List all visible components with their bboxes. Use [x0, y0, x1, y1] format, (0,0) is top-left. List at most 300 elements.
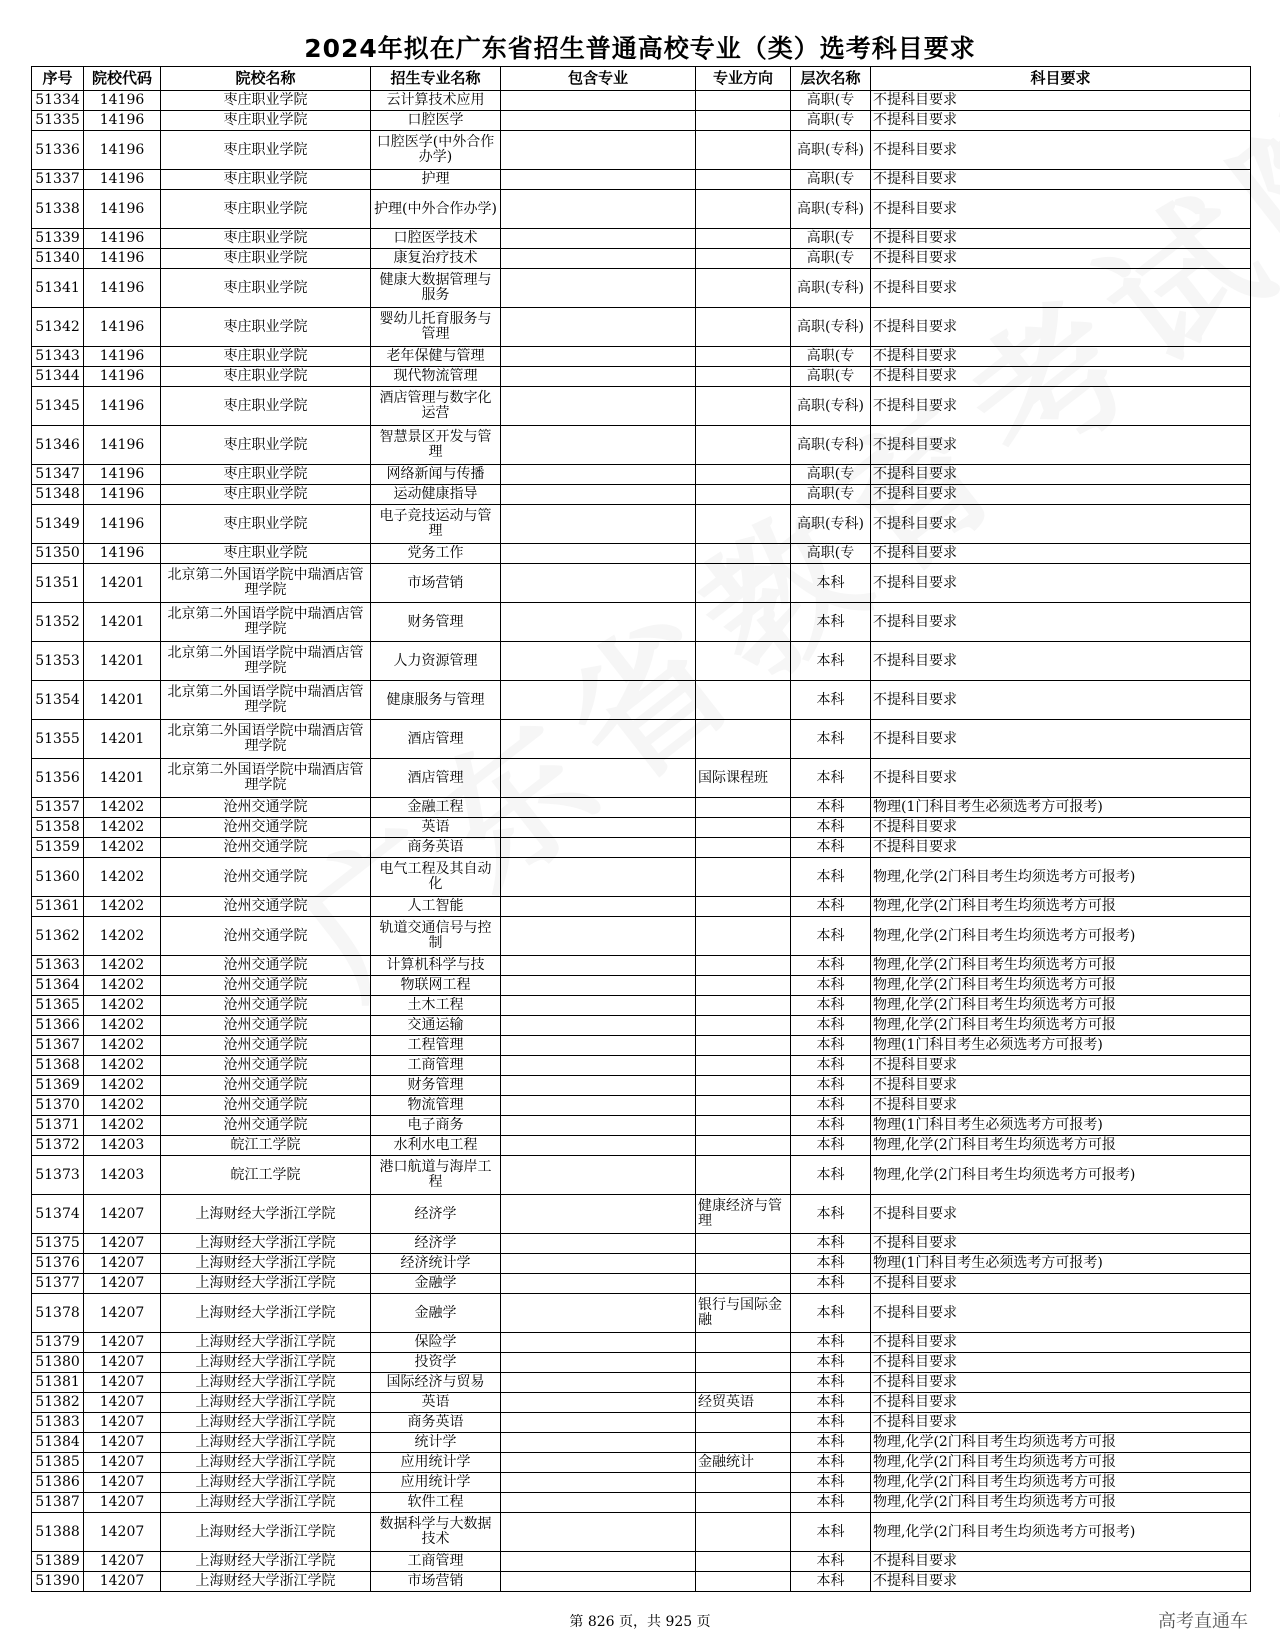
cell-school: 枣庄职业学院: [161, 229, 371, 249]
cell-level: 高职(专: [791, 347, 871, 367]
cell-school: 沧州交通学院: [161, 1056, 371, 1076]
cell-level: 本科: [791, 897, 871, 917]
cell-level: 本科: [791, 1234, 871, 1254]
cell-included: [501, 1493, 696, 1513]
cell-included: [501, 544, 696, 564]
cell-direction: [696, 1353, 791, 1373]
cell-included: [501, 1156, 696, 1195]
cell-included: [501, 1513, 696, 1552]
cell-major: 物联网工程: [371, 976, 501, 996]
cell-level: 本科: [791, 1493, 871, 1513]
cell-requirement: 物理,化学(2门科目考生均须选考方可报: [871, 1453, 1251, 1473]
cell-code: 14202: [84, 1076, 161, 1096]
cell-code: 14207: [84, 1294, 161, 1333]
table-row: [32, 818, 1251, 838]
header-requirement: 科目要求: [871, 67, 1251, 91]
cell-code: 14207: [84, 1572, 161, 1592]
cell-requirement: 不提科目要求: [871, 1353, 1251, 1373]
cell-school: 枣庄职业学院: [161, 190, 371, 229]
cell-school: 沧州交通学院: [161, 897, 371, 917]
cell-level: 本科: [791, 956, 871, 976]
cell-requirement: 物理(1门科目考生必须选考方可报考): [871, 1254, 1251, 1274]
cell-no: 51366: [32, 1016, 84, 1036]
cell-included: [501, 426, 696, 465]
cell-requirement: 不提科目要求: [871, 1373, 1251, 1393]
cell-code: 14196: [84, 249, 161, 269]
cell-requirement: 物理,化学(2门科目考生均须选考方可报考): [871, 1156, 1251, 1195]
cell-requirement: 不提科目要求: [871, 838, 1251, 858]
cell-included: [501, 858, 696, 897]
cell-no: 51367: [32, 1036, 84, 1056]
cell-included: [501, 956, 696, 976]
cell-included: [501, 269, 696, 308]
table-row: [32, 190, 1251, 229]
cell-no: 51368: [32, 1056, 84, 1076]
cell-code: 14201: [84, 681, 161, 720]
cell-requirement: 不提科目要求: [871, 1195, 1251, 1234]
cell-included: [501, 1234, 696, 1254]
cell-direction: [696, 505, 791, 544]
cell-no: 51383: [32, 1413, 84, 1433]
cell-no: 51361: [32, 897, 84, 917]
cell-included: [501, 465, 696, 485]
cell-major: 人工智能: [371, 897, 501, 917]
cell-included: [501, 1333, 696, 1353]
cell-direction: 健康经济与管理: [696, 1195, 791, 1234]
cell-school: 枣庄职业学院: [161, 387, 371, 426]
cell-included: [501, 170, 696, 190]
cell-major: 应用统计学: [371, 1473, 501, 1493]
cell-direction: [696, 996, 791, 1016]
cell-requirement: 物理(1门科目考生必须选考方可报考): [871, 1036, 1251, 1056]
table-row: [32, 1195, 1251, 1234]
cell-code: 14207: [84, 1254, 161, 1274]
cell-direction: [696, 367, 791, 387]
cell-included: [501, 1453, 696, 1473]
cell-requirement: 不提科目要求: [871, 1234, 1251, 1254]
cell-requirement: 不提科目要求: [871, 544, 1251, 564]
cell-level: 高职(专: [791, 544, 871, 564]
cell-included: [501, 1036, 696, 1056]
cell-requirement: 不提科目要求: [871, 642, 1251, 681]
cell-no: 51351: [32, 564, 84, 603]
cell-school: 沧州交通学院: [161, 1116, 371, 1136]
cell-code: 14202: [84, 976, 161, 996]
cell-major: 金融学: [371, 1274, 501, 1294]
cell-direction: [696, 1473, 791, 1493]
cell-major: 健康大数据管理与服务: [371, 269, 501, 308]
table-row: [32, 1353, 1251, 1373]
header-code: 院校代码: [84, 67, 161, 91]
cell-direction: [696, 1333, 791, 1353]
cell-code: 14196: [84, 485, 161, 505]
cell-requirement: 不提科目要求: [871, 387, 1251, 426]
cell-school: 上海财经大学浙江学院: [161, 1195, 371, 1234]
cell-included: [501, 91, 696, 111]
cell-major: 计算机科学与技: [371, 956, 501, 976]
cell-school: 枣庄职业学院: [161, 170, 371, 190]
cell-direction: [696, 485, 791, 505]
cell-requirement: 物理,化学(2门科目考生均须选考方可报: [871, 1136, 1251, 1156]
cell-direction: [696, 1036, 791, 1056]
cell-school: 沧州交通学院: [161, 1096, 371, 1116]
cell-level: 本科: [791, 1116, 871, 1136]
table-row: [32, 1136, 1251, 1156]
cell-requirement: 物理,化学(2门科目考生均须选考方可报: [871, 976, 1251, 996]
table-row: [32, 642, 1251, 681]
cell-code: 14196: [84, 347, 161, 367]
cell-code: 14203: [84, 1136, 161, 1156]
cell-no: 51356: [32, 759, 84, 798]
cell-included: [501, 564, 696, 603]
table-header-row: [32, 67, 1251, 91]
table-row: [32, 465, 1251, 485]
cell-code: 14196: [84, 131, 161, 170]
table-row: [32, 544, 1251, 564]
cell-school: 枣庄职业学院: [161, 544, 371, 564]
cell-major: 电气工程及其自动化: [371, 858, 501, 897]
cell-code: 14202: [84, 1096, 161, 1116]
cell-requirement: 不提科目要求: [871, 170, 1251, 190]
cell-requirement: 不提科目要求: [871, 720, 1251, 759]
cell-direction: [696, 897, 791, 917]
cell-no: 51345: [32, 387, 84, 426]
cell-requirement: 不提科目要求: [871, 465, 1251, 485]
cell-direction: [696, 858, 791, 897]
cell-school: 枣庄职业学院: [161, 485, 371, 505]
cell-code: 14202: [84, 956, 161, 976]
cell-school: 沧州交通学院: [161, 996, 371, 1016]
brand-watermark: 高考直通车: [1158, 1611, 1248, 1632]
cell-included: [501, 1473, 696, 1493]
cell-direction: [696, 976, 791, 996]
cell-included: [501, 1413, 696, 1433]
cell-code: 14202: [84, 858, 161, 897]
cell-level: 高职(专: [791, 229, 871, 249]
cell-major: 英语: [371, 1393, 501, 1413]
cell-school: 沧州交通学院: [161, 956, 371, 976]
cell-direction: [696, 720, 791, 759]
cell-direction: [696, 269, 791, 308]
header-major: 招生专业名称: [371, 67, 501, 91]
header-included: 包含专业: [501, 67, 696, 91]
cell-school: 北京第二外国语学院中瑞酒店管理学院: [161, 681, 371, 720]
cell-direction: [696, 1076, 791, 1096]
cell-level: 本科: [791, 1413, 871, 1433]
cell-no: 51340: [32, 249, 84, 269]
cell-no: 51364: [32, 976, 84, 996]
cell-requirement: 不提科目要求: [871, 1572, 1251, 1592]
table-row: [32, 603, 1251, 642]
cell-included: [501, 1373, 696, 1393]
cell-no: 51339: [32, 229, 84, 249]
cell-no: 51334: [32, 91, 84, 111]
cell-direction: [696, 229, 791, 249]
cell-level: 本科: [791, 996, 871, 1016]
cell-direction: [696, 1096, 791, 1116]
cell-level: 高职(专科): [791, 308, 871, 347]
cell-code: 14202: [84, 1016, 161, 1036]
cell-direction: [696, 1413, 791, 1433]
cell-requirement: 物理,化学(2门科目考生均须选考方可报: [871, 1493, 1251, 1513]
page-number: 第 826 页，共 925 页: [569, 1614, 711, 1630]
cell-level: 本科: [791, 1453, 871, 1473]
cell-requirement: 物理,化学(2门科目考生均须选考方可报: [871, 956, 1251, 976]
cell-included: [501, 642, 696, 681]
cell-level: 高职(专: [791, 485, 871, 505]
cell-no: 51344: [32, 367, 84, 387]
table-row: [32, 996, 1251, 1016]
cell-major: 交通运输: [371, 1016, 501, 1036]
cell-code: 14207: [84, 1234, 161, 1254]
cell-included: [501, 603, 696, 642]
table-row: [32, 111, 1251, 131]
cell-direction: 金融统计: [696, 1453, 791, 1473]
cell-included: [501, 1076, 696, 1096]
table-row: [32, 917, 1251, 956]
cell-level: 高职(专科): [791, 131, 871, 170]
cell-code: 14202: [84, 798, 161, 818]
cell-code: 14201: [84, 759, 161, 798]
cell-included: [501, 308, 696, 347]
cell-major: 运动健康指导: [371, 485, 501, 505]
cell-included: [501, 1353, 696, 1373]
cell-no: 51360: [32, 858, 84, 897]
cell-requirement: 不提科目要求: [871, 426, 1251, 465]
cell-requirement: 不提科目要求: [871, 347, 1251, 367]
table-row: [32, 387, 1251, 426]
cell-code: 14207: [84, 1493, 161, 1513]
cell-major: 经济统计学: [371, 1254, 501, 1274]
cell-code: 14202: [84, 818, 161, 838]
cell-code: 14203: [84, 1156, 161, 1195]
cell-no: 51378: [32, 1294, 84, 1333]
cell-school: 上海财经大学浙江学院: [161, 1294, 371, 1333]
cell-direction: [696, 1016, 791, 1036]
cell-code: 14207: [84, 1195, 161, 1234]
cell-no: 51384: [32, 1433, 84, 1453]
cell-direction: [696, 387, 791, 426]
cell-level: 高职(专科): [791, 426, 871, 465]
cell-level: 本科: [791, 1513, 871, 1552]
cell-direction: [696, 1254, 791, 1274]
cell-code: 14196: [84, 544, 161, 564]
cell-major: 土木工程: [371, 996, 501, 1016]
cell-requirement: 不提科目要求: [871, 759, 1251, 798]
cell-included: [501, 1056, 696, 1076]
cell-code: 14202: [84, 1116, 161, 1136]
cell-no: 51389: [32, 1552, 84, 1572]
cell-level: 本科: [791, 1333, 871, 1353]
cell-included: [501, 229, 696, 249]
table-row: [32, 131, 1251, 170]
cell-level: 本科: [791, 798, 871, 818]
cell-major: 软件工程: [371, 1493, 501, 1513]
cell-direction: [696, 603, 791, 642]
cell-level: 高职(专科): [791, 190, 871, 229]
cell-requirement: 不提科目要求: [871, 1333, 1251, 1353]
cell-school: 枣庄职业学院: [161, 465, 371, 485]
cell-code: 14202: [84, 996, 161, 1016]
cell-school: 沧州交通学院: [161, 917, 371, 956]
cell-level: 本科: [791, 642, 871, 681]
cell-major: 口腔医学技术: [371, 229, 501, 249]
cell-no: 51336: [32, 131, 84, 170]
table-row: [32, 1413, 1251, 1433]
table-row: [32, 170, 1251, 190]
cell-no: 51352: [32, 603, 84, 642]
table-row: [32, 505, 1251, 544]
cell-no: 51363: [32, 956, 84, 976]
cell-direction: [696, 347, 791, 367]
cell-no: 51369: [32, 1076, 84, 1096]
cell-level: 本科: [791, 1096, 871, 1116]
cell-requirement: 物理,化学(2门科目考生均须选考方可报: [871, 996, 1251, 1016]
cell-major: 电子商务: [371, 1116, 501, 1136]
cell-no: 51342: [32, 308, 84, 347]
cell-code: 14201: [84, 720, 161, 759]
cell-included: [501, 1393, 696, 1413]
table-row: [32, 798, 1251, 818]
cell-included: [501, 249, 696, 269]
cell-school: 北京第二外国语学院中瑞酒店管理学院: [161, 642, 371, 681]
cell-code: 14196: [84, 229, 161, 249]
cell-code: 14196: [84, 387, 161, 426]
cell-level: 本科: [791, 1572, 871, 1592]
cell-code: 14196: [84, 426, 161, 465]
table-row: [32, 1116, 1251, 1136]
cell-code: 14207: [84, 1353, 161, 1373]
cell-included: [501, 917, 696, 956]
cell-included: [501, 131, 696, 170]
cell-included: [501, 367, 696, 387]
cell-requirement: 不提科目要求: [871, 1552, 1251, 1572]
header-no: 序号: [32, 67, 84, 91]
cell-included: [501, 1433, 696, 1453]
table-row: [32, 1572, 1251, 1592]
cell-major: 健康服务与管理: [371, 681, 501, 720]
cell-major: 酒店管理: [371, 759, 501, 798]
cell-level: 本科: [791, 1036, 871, 1056]
cell-no: 51347: [32, 465, 84, 485]
cell-level: 本科: [791, 1433, 871, 1453]
cell-school: 枣庄职业学院: [161, 308, 371, 347]
cell-school: 上海财经大学浙江学院: [161, 1552, 371, 1572]
cell-major: 数据科学与大数据技术: [371, 1513, 501, 1552]
cell-level: 本科: [791, 1274, 871, 1294]
cell-no: 51374: [32, 1195, 84, 1234]
cell-requirement: 不提科目要求: [871, 1096, 1251, 1116]
cell-major: 工商管理: [371, 1552, 501, 1572]
cell-school: 皖江工学院: [161, 1156, 371, 1195]
cell-included: [501, 798, 696, 818]
cell-no: 51346: [32, 426, 84, 465]
cell-level: 本科: [791, 681, 871, 720]
cell-level: 本科: [791, 564, 871, 603]
cell-level: 本科: [791, 603, 871, 642]
cell-code: 14196: [84, 190, 161, 229]
table-row: [32, 1036, 1251, 1056]
cell-major: 口腔医学(中外合作办学): [371, 131, 501, 170]
cell-school: 沧州交通学院: [161, 976, 371, 996]
cell-level: 本科: [791, 1294, 871, 1333]
cell-school: 枣庄职业学院: [161, 367, 371, 387]
table-row: [32, 897, 1251, 917]
cell-major: 康复治疗技术: [371, 249, 501, 269]
cell-level: 高职(专科): [791, 269, 871, 308]
cell-no: 51341: [32, 269, 84, 308]
cell-level: 本科: [791, 1076, 871, 1096]
cell-direction: [696, 838, 791, 858]
cell-no: 51387: [32, 1493, 84, 1513]
cell-requirement: 不提科目要求: [871, 131, 1251, 170]
cell-included: [501, 387, 696, 426]
cell-major: 酒店管理: [371, 720, 501, 759]
cell-included: [501, 1294, 696, 1333]
cell-no: 51355: [32, 720, 84, 759]
cell-requirement: 物理,化学(2门科目考生均须选考方可报: [871, 897, 1251, 917]
cell-major: 港口航道与海岸工程: [371, 1156, 501, 1195]
table-row: [32, 91, 1251, 111]
table-row: [32, 1096, 1251, 1116]
cell-school: 枣庄职业学院: [161, 269, 371, 308]
cell-requirement: 不提科目要求: [871, 249, 1251, 269]
requirements-table: [31, 66, 1251, 1592]
cell-school: 沧州交通学院: [161, 858, 371, 897]
cell-direction: [696, 1493, 791, 1513]
cell-requirement: 不提科目要求: [871, 269, 1251, 308]
table-row: [32, 1513, 1251, 1552]
cell-direction: [696, 798, 791, 818]
cell-major: 智慧景区开发与管理: [371, 426, 501, 465]
cell-requirement: 不提科目要求: [871, 229, 1251, 249]
cell-included: [501, 111, 696, 131]
cell-major: 现代物流管理: [371, 367, 501, 387]
cell-included: [501, 347, 696, 367]
cell-included: [501, 1552, 696, 1572]
cell-requirement: 不提科目要求: [871, 111, 1251, 131]
cell-level: 本科: [791, 1136, 871, 1156]
cell-included: [501, 1254, 696, 1274]
cell-code: 14207: [84, 1274, 161, 1294]
table-row: [32, 681, 1251, 720]
cell-direction: [696, 426, 791, 465]
cell-included: [501, 1195, 696, 1234]
table-row: [32, 1433, 1251, 1453]
cell-direction: [696, 131, 791, 170]
cell-major: 保险学: [371, 1333, 501, 1353]
cell-code: 14207: [84, 1453, 161, 1473]
cell-level: 本科: [791, 1254, 871, 1274]
cell-direction: [696, 170, 791, 190]
cell-included: [501, 897, 696, 917]
cell-included: [501, 976, 696, 996]
cell-school: 枣庄职业学院: [161, 426, 371, 465]
cell-major: 工商管理: [371, 1056, 501, 1076]
cell-requirement: 不提科目要求: [871, 308, 1251, 347]
cell-code: 14207: [84, 1552, 161, 1572]
cell-no: 51380: [32, 1353, 84, 1373]
cell-school: 枣庄职业学院: [161, 249, 371, 269]
cell-included: [501, 505, 696, 544]
cell-no: 51381: [32, 1373, 84, 1393]
cell-major: 应用统计学: [371, 1453, 501, 1473]
header-direction: 专业方向: [696, 67, 791, 91]
cell-requirement: 物理,化学(2门科目考生均须选考方可报: [871, 1473, 1251, 1493]
cell-level: 本科: [791, 1195, 871, 1234]
cell-direction: [696, 1136, 791, 1156]
cell-no: 51353: [32, 642, 84, 681]
